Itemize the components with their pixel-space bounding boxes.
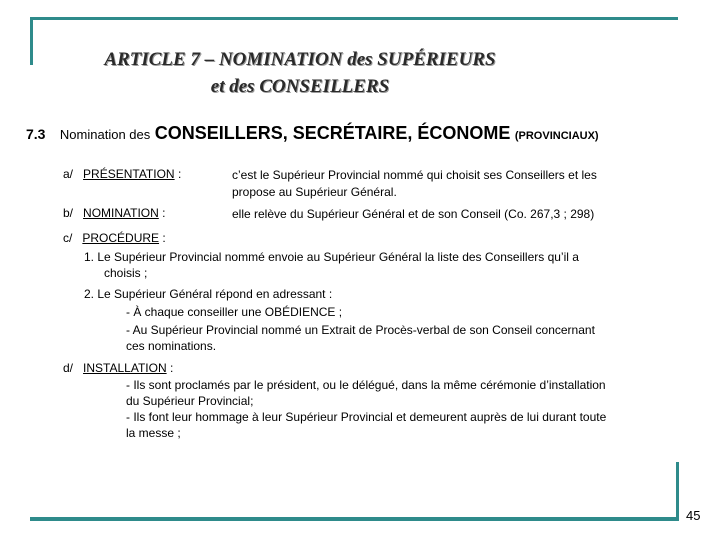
item-a-text	[232, 167, 652, 201]
item-b-colon: :	[158, 206, 166, 220]
item-d-dash2-line1: - Ils font leur hommage à leur Supérieur Provincial et demeurent auprès de lui durant toute	[126, 410, 607, 424]
item-b-heading: NOMINATION	[83, 206, 159, 220]
article-title-line2: et des CONSEILLERS	[210, 76, 390, 97]
frame-left-line	[30, 17, 33, 65]
frame-right-line	[676, 462, 679, 521]
item-a-text-line2: propose au Supérieur Général.	[232, 185, 397, 199]
item-a-text-line1: c’est le Supérieur Provincial nommé qui choisit ses Conseillers et les	[232, 168, 597, 182]
item-a-heading: PRÉSENTATION	[83, 167, 175, 181]
item-b-label	[63, 206, 165, 220]
item-d-dash1-line1: - Ils sont proclamés par le président, ou le délégué, dans la même cérémonie d’installation	[126, 378, 606, 392]
item-d-marker: d/	[63, 361, 74, 375]
item-c-label	[63, 231, 166, 245]
item-c-marker: c/	[63, 231, 73, 245]
item-a-marker: a/	[63, 167, 74, 181]
item-c-heading: PROCÉDURE	[82, 231, 160, 245]
item-c-step1-line2: choisis ;	[104, 266, 148, 280]
item-d-colon: :	[166, 361, 174, 375]
item-c-step2-dash2-line2: ces nominations.	[126, 339, 217, 353]
section-suffix: (PROVINCIAUX)	[514, 130, 599, 142]
section-number: 7.3	[26, 126, 46, 142]
item-c-step1-line1: 1. Le Supérieur Provincial nommé envoie au Supérieur Général la liste des Conseillers qu’il a	[84, 250, 579, 264]
item-c-step2-dash2-line1: - Au Supérieur Provincial nommé un Extrait de Procès-verbal de son Conseil concernant	[126, 323, 595, 337]
section-prefix: Nomination des	[59, 127, 151, 142]
item-b-text: elle relève du Supérieur Général et de son Conseil (Co. 267,3 ; 298)	[232, 207, 595, 221]
item-d-heading: INSTALLATION	[83, 361, 167, 375]
item-c-colon: :	[159, 231, 166, 245]
item-b-marker: b/	[63, 206, 74, 220]
item-a-colon: :	[174, 167, 182, 181]
item-c-step2: 2. Le Supérieur Général répond en adressant :	[84, 287, 333, 301]
item-d-dash1-line2: du Supérieur Provincial;	[126, 394, 254, 408]
item-a-label	[63, 167, 181, 181]
section-heading	[26, 123, 599, 144]
article-title-line1: ARTICLE 7 – NOMINATION des SUPÉRIEURS	[104, 49, 496, 70]
frame-top-line	[30, 17, 678, 20]
item-d-label	[63, 361, 173, 375]
item-c-step2-dash1: - À chaque conseiller une OBÉDIENCE ;	[126, 305, 343, 319]
frame-bottom-line	[30, 517, 678, 521]
item-d-dash2-line2: la messe ;	[126, 426, 181, 440]
section-main-title: CONSEILLERS, SECRÉTAIRE, ÉCONOME	[154, 123, 511, 143]
page-number: 45	[686, 508, 701, 523]
